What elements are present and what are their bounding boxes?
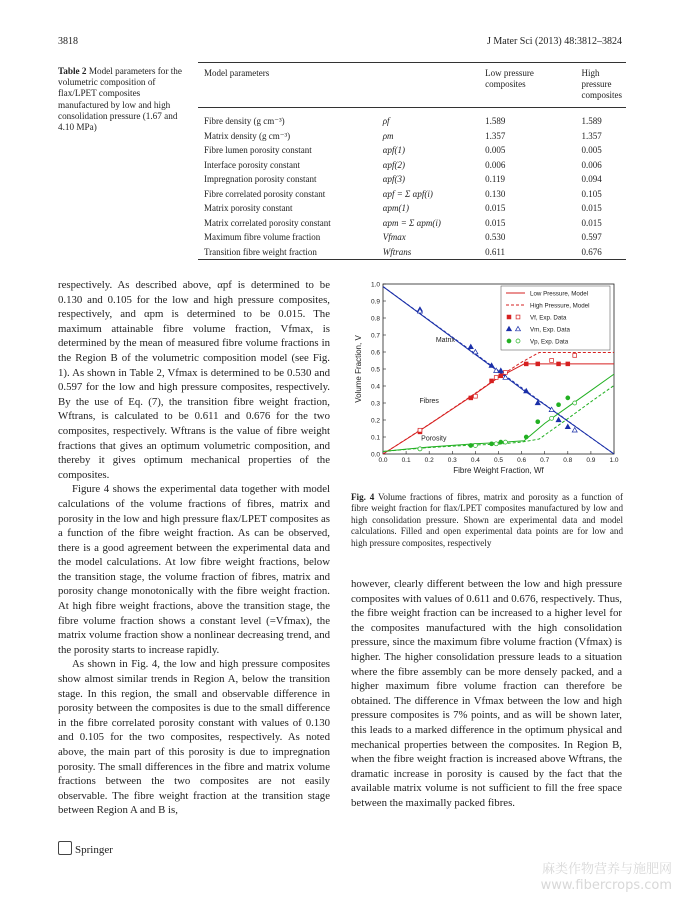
porosity-solid-model-line [383,374,614,451]
param-name: Transition fibre weight fraction [204,246,317,257]
x-tick-label: 0.6 [517,457,527,464]
table-row [198,129,626,144]
figure-caption [351,492,623,549]
fibre-filled-data-point [536,362,540,366]
x-tick-label: 0.4 [470,457,480,464]
param-name: Fibre density (g cm⁻³) [204,116,285,126]
y-tick-label: 0.5 [370,366,380,374]
fibre-filled-data-point [490,379,494,383]
legend-entry: High Pressure, Model [530,302,590,310]
param-name: Impregnation porosity constant [204,174,317,184]
annotation-matrix: Matrix [435,336,455,344]
porosity-open-data-point [418,447,422,451]
annotation-fibres: Fibres [419,398,439,405]
low-value: 0.119 [485,174,505,184]
high-value: 0.015 [581,217,602,228]
y-tick-label: 1.0 [370,281,380,289]
table-row [198,230,626,245]
fibre-open-data-point [418,428,422,432]
col-header-symbol [377,63,479,108]
table-row [198,158,626,173]
y-tick-label: 0.1 [370,434,380,442]
fibre-open-data-point [516,315,520,319]
paragraph: however, clearly different between the low and high pressure composites with values of 0.611 and 0.676, respectively. Thus, the fibre weight fraction can be increased to a higher level for the composites manufactured with the high consolidation pressure, since the maximum fibre volume fraction (Vfmax) is higher. The higher consolidation pressure leads to a situation where the fibre assembly can be more densely packed, and a higher maximum fibre volume fraction can therefore be obtained. The difference in Vfmax between the low and high pressure composites is 7% points, and as will be shown later, this leads to a marked difference in the optimum physical and mechanical properties between the composites. In Region B, when the fibre weight fraction is increased above Wftrans, the dramatic increase in porosity is caused by the fact that the available matrix volume is not sufficient to fill the free space between the maximally packed fibres. [351,578,622,809]
porosity-filled-data-point [557,403,561,407]
publisher-name: Springer [75,844,113,856]
table-caption [58,66,193,133]
x-tick-label: 1.0 [609,457,619,464]
annotation-porosity: Porosity [421,435,447,443]
porosity-filled-data-point [566,396,570,400]
y-tick-label: 0.7 [370,332,380,340]
watermark [541,862,672,894]
table-row [198,216,626,231]
low-value: 0.015 [485,217,506,228]
param-name: Matrix density (g cm⁻³) [204,130,291,141]
fibre-open-data-point [550,359,554,363]
x-tick-label: 0.0 [378,457,388,464]
param-symbol: ρm [382,130,394,141]
high-value: 0.005 [581,145,602,155]
y-tick-label: 0.4 [370,383,380,391]
param-symbol: Vfmax [382,232,406,242]
fibre-open-data-point [573,354,577,358]
low-value: 0.015 [485,203,506,213]
x-tick-label: 0.3 [447,457,457,464]
high-value: 0.597 [581,232,602,242]
volume-fraction-chart [351,276,623,476]
y-tick-label: 0.9 [370,298,380,306]
table-caption-text: Model parameters for the volumetric composition of flax/LPET composites manufactured by low and high consolidation pressure (1.67 and 4.10 MPa) [58,66,182,133]
y-tick-label: 0.0 [370,451,380,459]
table-row [198,172,626,187]
porosity-filled-data-point [499,440,503,444]
table-row [198,187,626,202]
high-value: 0.015 [581,203,602,213]
porosity-dashed-model-line [383,385,614,451]
paragraph: Figure 4 shows the experimental data together with model calculations of the volume fractions of fibres, matrix and porosity in the low and high pressure flax/LPET composites as a function of the fibre weight fraction. As can be observed, there is a good agreement between the experimental data and the model calculations. At low fibre weight fractions, below the transition stage, the volume fraction of fibres, matrix and porosity change monotonically with the fibre weight fraction. At high fibre weight fractions, above the transition stage, the fibre volume fraction shows a constant level (=Vfmax), the matrix volume fraction show a nonlinear decreasing trend, and the porosity starts to increase rapidly. [58,483,330,656]
param-symbol: αpm(1) [382,203,409,213]
col-header-parameters: Model parameters [204,68,270,78]
porosity-filled-data-point [524,435,528,439]
param-name: Matrix porosity constant [204,203,293,213]
low-value: 0.005 [485,145,506,155]
x-tick-label: 0.9 [586,457,596,464]
porosity-filled-data-point [469,444,473,448]
param-symbol: αpf = Σ αpf(i) [382,188,433,199]
param-name: Fibre lumen porosity constant [204,145,312,155]
x-tick-label: 0.8 [563,457,573,464]
high-value: 0.676 [581,246,602,257]
fibre-filled-data-point [507,315,511,319]
high-value: 1.589 [581,116,602,126]
fibre-filled-data-point [557,362,561,366]
left-column-text [58,278,330,818]
figure-caption-label: Fig. 4 [351,492,375,502]
fibre-solid-model-line [383,364,614,454]
param-symbol: αpf(1) [382,145,405,155]
porosity-open-data-point [516,339,520,343]
matrix-filled-data-point [468,344,473,348]
low-value: 0.611 [485,246,505,257]
springer-icon [58,841,72,855]
matrix-filled-data-point [556,417,561,421]
low-value: 1.357 [485,130,506,141]
matrix-open-data-point [473,349,478,353]
porosity-open-data-point [473,444,477,448]
col-header-low: Low pressure composites [485,68,534,89]
low-value: 1.589 [485,116,506,126]
parameters-table [198,62,626,260]
fibre-dashed-model-line [383,353,614,454]
param-name: Fibre correlated porosity constant [204,188,326,199]
matrix-filled-data-point [565,424,570,428]
param-symbol: αpf(2) [382,159,405,170]
x-tick-label: 0.5 [493,457,504,464]
param-name: Matrix correlated porosity constant [204,217,331,228]
matrix-filled-data-point [498,368,503,372]
x-axis-label: Fibre Weight Fraction, Wf [453,466,544,475]
param-symbol: αpf(3) [382,174,405,184]
right-column-text [351,577,622,811]
paragraph: respectively. As described above, αpf is determined to be 0.130 and 0.105 for the low and high pressure composites, respectively, and αpm is determined to be 0.015. The maximum attainable fibre volume fraction, Vfmax, is determined by the mean of measured fibre volume fractions in the Region B of the volumetric composition model (see Fig. 1). As shown in Table 2, Vfmax is determined to be 0.530 and 0.597 for the low and high pressure composites, respectively. By the use of Eq. (7), the transition fibre weight fraction, Wftrans, is calculated to be 0.611 and 0.676 for the two composites, respectively. Wftrans is the value of fibre weight fractions that gives an optimum volumetric composition, and thereby it gives optimum mechanical properties of the composites. [58,279,330,481]
page-number: 3818 [58,36,78,47]
porosity-filled-data-point [490,442,494,446]
col-header-high: High pressure composites [581,68,623,100]
y-tick-label: 0.8 [370,315,380,323]
matrix-open-data-point [572,428,577,432]
fibre-filled-data-point [566,362,570,366]
param-symbol: αpm = Σ αpm(i) [382,217,441,228]
high-value: 0.105 [581,188,602,199]
fibre-open-data-point [474,394,478,398]
x-tick-label: 0.2 [424,457,434,464]
legend-entry: Vp, Exp. Data [530,338,569,346]
high-value: 1.357 [581,130,602,141]
x-tick-label: 0.7 [540,457,550,464]
paragraph: As shown in Fig. 4, the low and high pressure composites show almost similar trends in Region A, below the transition stage. In this region, the small and observable difference in porosity between the composites is due to the small difference in the fibre correlated porosity constant with values of 0.130 and 0.105 for the two composites, respectively. As noted above, the main part of this porosity is due to impregnation porosity. The small differences in the fibre and matrix volume fractions between the two composites are not easily observable. The fibre weight fraction at the transition stage between Region A and B is, [58,658,330,817]
figure-caption-text: Volume fractions of fibres, matrix and porosity as a function of fibre weight fraction for flax/LPET composites manufactured by low and high consolidation pressure. Shown are experimental data and model calculations. Filled and open experimental data points are for low and high pressure composites, respectively [351,492,623,548]
table-row [198,108,626,129]
y-tick-label: 0.6 [370,349,380,357]
porosity-open-data-point [550,416,554,420]
fibre-open-data-point [504,371,508,375]
fibre-filled-data-point [469,396,473,400]
legend-entry: Low Pressure, Model [530,290,589,298]
porosity-open-data-point [494,442,498,446]
y-tick-label: 0.2 [370,417,380,425]
param-symbol: Wftrans [382,246,412,257]
table-row [198,143,626,158]
porosity-filled-data-point [507,339,511,343]
publisher-logo [58,841,113,856]
porosity-open-data-point [503,440,507,444]
fibre-filled-data-point [499,374,503,378]
low-value: 0.130 [485,188,506,199]
low-value: 0.530 [485,232,506,242]
x-tick-label: 0.1 [401,457,411,464]
param-name: Maximum fibre volume fraction [204,232,321,242]
porosity-filled-data-point [536,420,540,424]
low-value: 0.006 [485,159,506,170]
y-tick-label: 0.3 [370,400,380,408]
legend-entry: Vf, Exp. Data [530,314,567,322]
high-value: 0.094 [581,174,602,184]
journal-citation: J Mater Sci (2013) 48:3812–3824 [487,36,622,47]
high-value: 0.006 [581,159,602,170]
watermark-cn: 麻类作物营养与施肥网 [541,862,672,877]
fibre-open-data-point [494,376,498,380]
table-row [198,245,626,260]
table-row [198,201,626,216]
legend-entry: Vm, Exp. Data [530,326,570,334]
watermark-url: www.fibercrops.com [540,878,672,893]
porosity-open-data-point [573,401,577,405]
param-symbol: ρf [382,116,390,126]
param-name: Interface porosity constant [204,159,300,170]
fibre-filled-data-point [524,362,528,366]
table-caption-label: Table 2 [58,66,87,76]
y-axis-label: Volume Fraction, V [354,335,363,403]
